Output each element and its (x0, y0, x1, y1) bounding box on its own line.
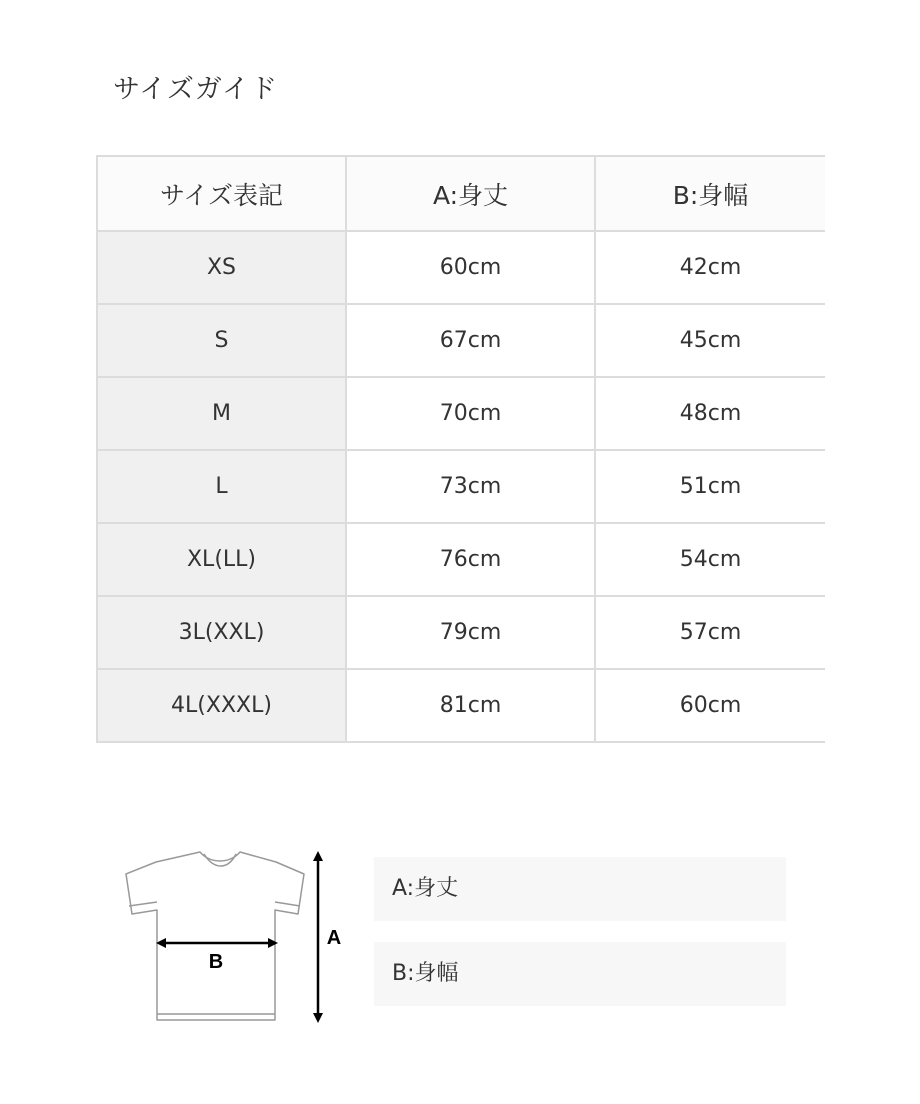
width-arrow-icon (156, 938, 278, 948)
length-cell: 81cm (346, 669, 595, 742)
diagram-label-b: B (208, 951, 224, 973)
size-cell: 3L(XXL) (97, 596, 346, 669)
length-cell: 67cm (346, 304, 595, 377)
size-table (96, 155, 825, 743)
length-arrow-icon (313, 851, 323, 1023)
legend-width: B:身幅 (374, 942, 786, 1006)
size-cell: M (97, 377, 346, 450)
width-cell: 51cm (595, 450, 825, 523)
width-cell: 42cm (595, 231, 825, 304)
table-row (97, 523, 825, 596)
table-header-row (97, 156, 825, 231)
size-cell: S (97, 304, 346, 377)
header-width: B:身幅 (595, 156, 825, 231)
width-cell: 60cm (595, 669, 825, 742)
tshirt-outline-icon (126, 852, 304, 1020)
width-cell: 48cm (595, 377, 825, 450)
size-cell: 4L(XXXL) (97, 669, 346, 742)
length-cell: 60cm (346, 231, 595, 304)
header-size: サイズ表記 (97, 156, 346, 231)
table-row (97, 669, 825, 742)
length-cell: 76cm (346, 523, 595, 596)
length-cell: 73cm (346, 450, 595, 523)
tshirt-diagram (118, 840, 358, 1030)
table-row (97, 596, 825, 669)
legend-length: A:身丈 (374, 857, 786, 921)
table-row (97, 304, 825, 377)
width-cell: 57cm (595, 596, 825, 669)
length-cell: 70cm (346, 377, 595, 450)
width-cell: 54cm (595, 523, 825, 596)
table-row (97, 377, 825, 450)
diagram-label-a: A (326, 927, 342, 949)
table-row (97, 231, 825, 304)
size-cell: L (97, 450, 346, 523)
table-row (97, 450, 825, 523)
size-cell: XL(LL) (97, 523, 346, 596)
size-cell: XS (97, 231, 346, 304)
length-cell: 79cm (346, 596, 595, 669)
width-cell: 45cm (595, 304, 825, 377)
page-title: サイズガイド (113, 74, 279, 105)
header-length: A:身丈 (346, 156, 595, 231)
